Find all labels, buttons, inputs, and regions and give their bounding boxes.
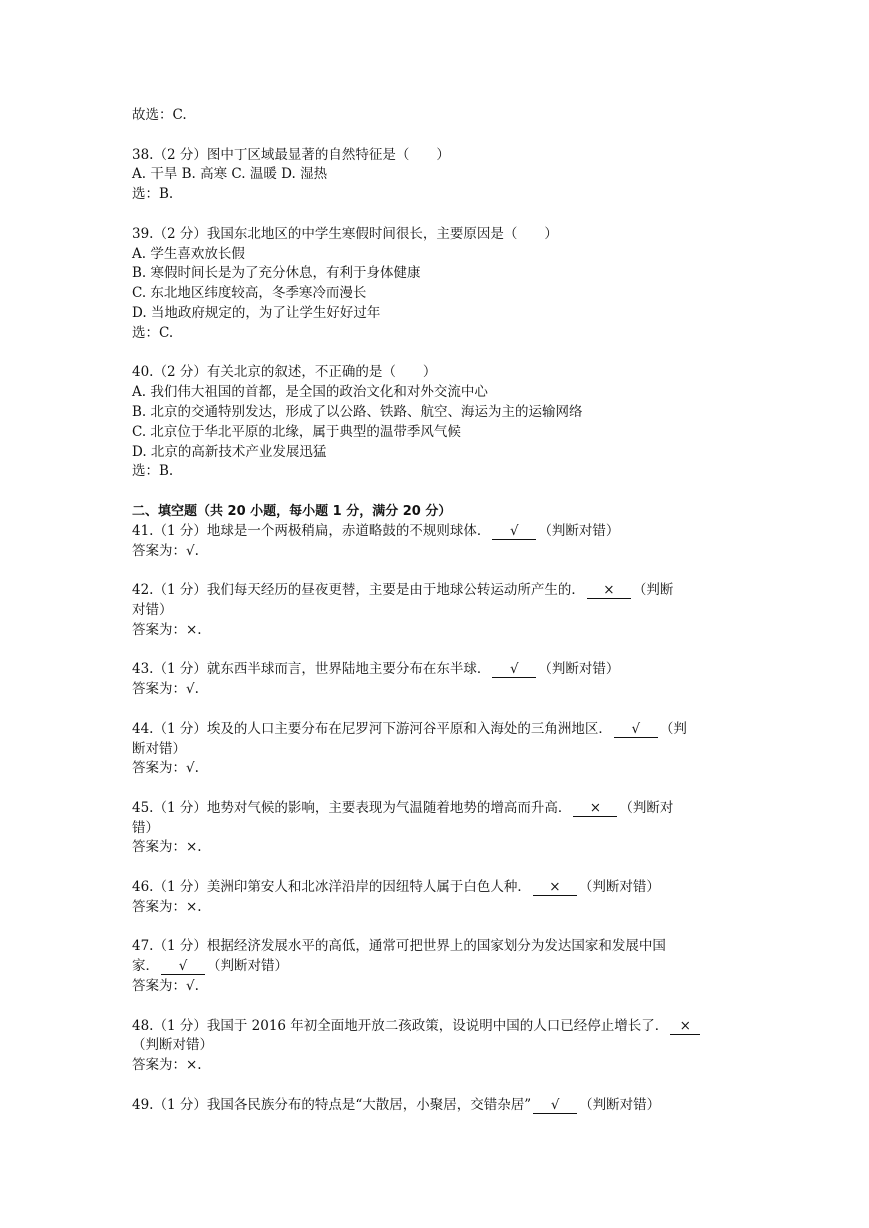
question-stem: 47.（1 分）根据经济发展水平的高低，通常可把世界上的国家划分为发达国家和发展中国 (132, 938, 666, 955)
question-48 (132, 1017, 742, 1076)
question-46 (132, 878, 742, 918)
option-a: A. 我们伟大祖国的首都，是全国的政治文化和对外交流中心 (132, 384, 488, 401)
question-answer: 答案为：×. (132, 839, 202, 856)
question-answer: 选：B. (132, 463, 174, 480)
question-stem (132, 1017, 742, 1037)
answer-blank: × (670, 1018, 700, 1035)
question-43 (132, 660, 742, 700)
stem-continuation: 断对错） (132, 740, 186, 757)
stem-text: 41.（1 分）地球是一个两极稍扁，赤道略鼓的不规则球体． (132, 522, 491, 539)
question-answer: 答案为：√. (132, 760, 199, 777)
option-d: D. 北京的高新技术产业发展迅猛 (132, 443, 327, 460)
stem-text: 45.（1 分）地势对气候的影响，主要表现为气温随着地势的增高而升高． (132, 799, 572, 816)
stem-text: 44.（1 分）埃及的人口主要分布在尼罗河下游河谷平原和入海处的三角洲地区． (132, 720, 612, 737)
question-39 (132, 225, 742, 344)
question-stem (132, 799, 742, 819)
stem-text: 48.（1 分）我国于 2016 年初全面地开放二孩政策，设说明中国的人口已经停止增长了． (132, 1017, 669, 1034)
stem-suffix: （判断对错） (578, 879, 660, 896)
answer-line-37: 故选：C. (132, 107, 187, 123)
question-stem (132, 1096, 742, 1116)
section-heading: 二、填空题（共 20 小题，每小题 1 分，满分 20 分） (132, 503, 452, 519)
question-38 (132, 146, 742, 205)
answer-blank: √ (533, 1097, 577, 1114)
answer-blank: × (533, 879, 577, 896)
question-answer: 答案为：√. (132, 542, 199, 559)
answer-blank: √ (161, 958, 205, 975)
question-40 (132, 363, 742, 482)
option-a: A. 学生喜欢放长假 (132, 245, 245, 262)
question-49 (132, 1096, 742, 1116)
question-42 (132, 581, 742, 640)
stem-text: 49.（1 分）我国各民族分布的特点是“大散居，小聚居，交错杂居” (132, 1096, 532, 1113)
question-45 (132, 799, 742, 858)
stem-suffix: （判断 (632, 582, 674, 599)
stem-text: 46.（1 分）美洲印第安人和北冰洋沿岸的因纽特人属于白色人种． (132, 879, 531, 896)
option-c: C. 北京位于华北平原的北缘，属于典型的温带季风气候 (132, 423, 461, 440)
question-stem (132, 660, 742, 680)
option-b: B. 寒假时间长是为了充分休息，有利于身体健康 (132, 265, 421, 282)
stem-suffix: （判断对 (619, 799, 674, 816)
question-answer: 答案为：×. (132, 898, 202, 915)
stem-suffix: （判断对错） (538, 522, 620, 539)
answer-blank: √ (492, 661, 536, 678)
question-answer: 答案为：×. (132, 621, 202, 638)
stem-continuation (132, 957, 742, 977)
question-answer: 选：B. (132, 186, 174, 203)
stem-suffix: （判断对错） (538, 661, 620, 678)
stem-text: 家． (132, 958, 159, 975)
question-stem: 40.（2 分）有关北京的叙述，不正确的是（ ） (132, 364, 437, 381)
question-options: A. 干旱 B. 高寒 C. 温暖 D. 湿热 (132, 166, 328, 183)
question-answer: 答案为：×. (132, 1057, 202, 1074)
stem-suffix: （判断对错） (207, 958, 288, 975)
answer-blank: × (573, 800, 617, 817)
stem-suffix: （判 (659, 720, 687, 737)
question-answer: 答案为：√. (132, 681, 199, 698)
question-41 (132, 522, 742, 562)
question-answer: 选：C. (132, 324, 174, 341)
document-content (132, 106, 742, 1116)
stem-continuation: （判断对错） (132, 1037, 213, 1054)
question-stem: 38.（2 分）图中丁区域最显著的自然特征是（ ） (132, 146, 450, 163)
question-stem (132, 581, 742, 601)
question-answer: 答案为：√. (132, 978, 199, 995)
question-47 (132, 937, 742, 996)
question-44 (132, 720, 742, 779)
question-stem (132, 878, 742, 898)
question-stem: 39.（2 分）我国东北地区的中学生寒假时间很长，主要原因是（ ） (132, 225, 558, 242)
answer-blank: √ (492, 523, 536, 540)
option-d: D. 当地政府规定的，为了让学生好好过年 (132, 304, 381, 321)
stem-suffix: （判断对错） (579, 1096, 661, 1113)
stem-continuation: 错） (132, 819, 159, 836)
option-c: C. 东北地区纬度较高，冬季寒冷而漫长 (132, 285, 367, 302)
option-b: B. 北京的交通特别发达，形成了以公路、铁路、航空、海运为主的运输网络 (132, 403, 583, 420)
answer-blank: √ (614, 721, 658, 738)
stem-text: 42.（1 分）我们每天经历的昼夜更替，主要是由于地球公转运动所产生的． (132, 582, 585, 599)
stem-continuation: 对错） (132, 601, 173, 618)
question-stem (132, 720, 742, 740)
stem-text: 43.（1 分）就东西半球而言，世界陆地主要分布在东半球． (132, 661, 491, 678)
answer-blank: × (587, 582, 631, 599)
question-stem (132, 522, 742, 542)
